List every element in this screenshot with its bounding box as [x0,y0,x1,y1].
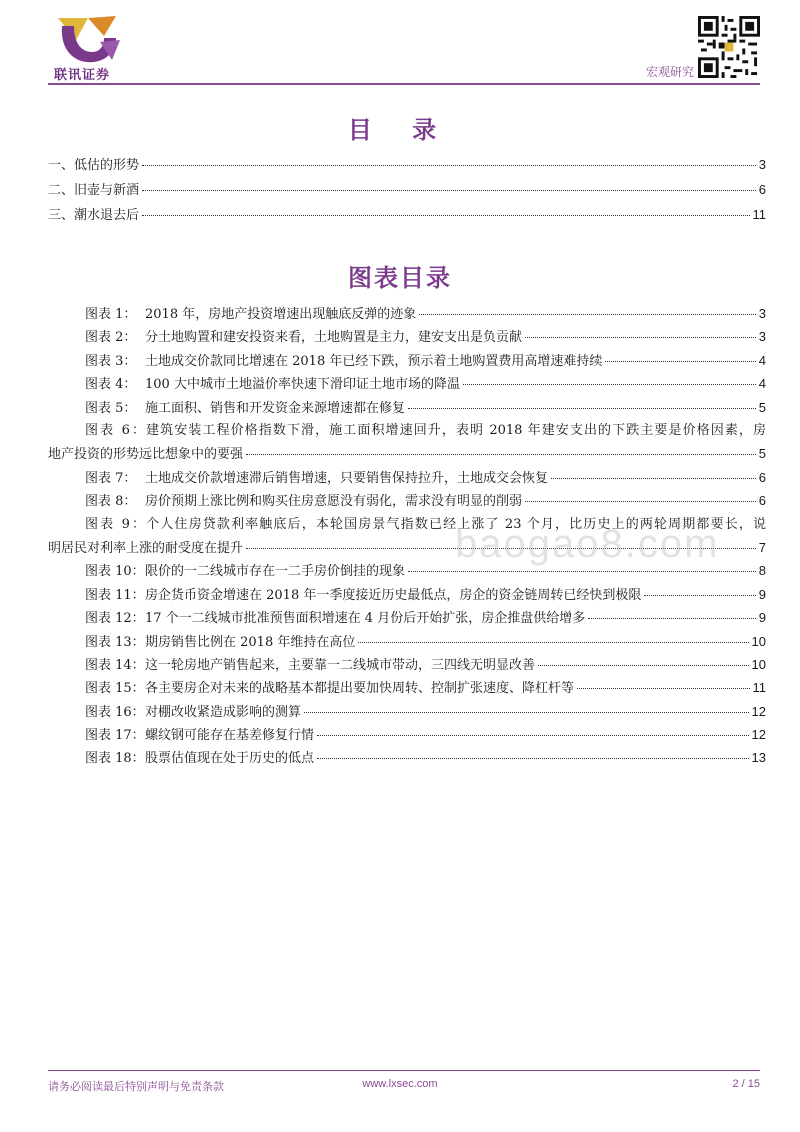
figure-label: 对棚改收紧造成影响的测算 [145,704,302,720]
footer-website[interactable]: www.lxsec.com [362,1078,438,1090]
figure-label-continued: 明居民对利率上涨的耐受度在提升 [48,540,244,556]
figure-number: 图表 8： [85,494,137,510]
figure-number: 图表 2： [85,330,137,346]
figure-page: 3 [758,329,766,345]
dot-leader [525,337,756,338]
toc-item[interactable] [48,157,766,182]
figure-number: 图表 1： [85,307,137,322]
toc-title: 目 录 [347,115,453,144]
figure-number: 图表 5： [85,400,137,416]
dot-leader [577,688,749,689]
figure-page: 7 [758,539,766,555]
figure-label: 施工面积、销售和开发资金来源增速都在修复 [145,400,406,416]
figure-number: 图表 16： [85,704,145,720]
dot-leader [317,758,749,759]
toc-item-page: 3 [758,157,766,172]
dot-leader [304,712,749,713]
figure-list-item[interactable] [48,419,766,466]
figure-label: 17 个一二线城市批准预售面积增速在 4 月份后开始扩张，房企推盘供给增多 [145,611,586,627]
dot-leader [538,665,749,666]
toc-item-page: 11 [752,207,766,222]
figure-page: 4 [758,352,766,368]
header-divider [48,83,760,85]
figure-page: 3 [758,306,766,321]
toc-item-page: 6 [758,182,766,197]
qr-code-icon [698,16,760,78]
figure-number: 图表 14： [85,657,145,673]
figure-number: 图表 13： [85,634,145,650]
figure-label: 土地成交价款同比增速在 2018 年已经下跌，预示着土地购置费用高增速难持续 [145,353,603,369]
figure-page: 11 [752,680,766,696]
figure-list-item[interactable] [48,700,766,723]
figure-label: 螺纹钢可能存在基差修复行情 [145,728,315,744]
figure-list-item[interactable] [48,653,766,676]
figure-label: 这一轮房地产销售起来，主要靠一二线城市带动，三四线无明显改善 [145,657,536,673]
dot-leader [142,215,749,216]
figure-list-item[interactable] [48,723,766,746]
figure-page: 12 [751,703,766,719]
figure-list-item[interactable] [48,466,766,489]
figure-list-item[interactable] [48,349,766,372]
figure-label: 建筑安装工程价格指数下滑，施工面积增速回升，表明 2018 年建安支出的下跌主要是价格因素，房 [145,422,766,438]
dot-leader [644,595,755,596]
figure-number: 图表 15： [85,681,145,697]
figure-page: 8 [758,563,766,579]
figure-list-item[interactable] [48,583,766,606]
figure-number: 图表 17： [85,728,145,744]
figure-page: 9 [758,586,766,602]
toc-item-label: 一、低估的形势 [48,158,140,173]
figure-page: 6 [758,493,766,509]
dot-leader [463,384,756,385]
figure-number: 图表 9： [85,516,145,532]
figure-number: 图表 4： [85,377,137,393]
figure-label: 限价的一二线城市存在一二手房价倒挂的现象 [145,564,406,580]
logo-text: 联讯证券 [54,68,111,83]
dot-leader [605,361,755,362]
figure-label: 100 大中城市土地溢价率快速下滑印证土地市场的降温 [145,377,460,393]
figure-label-continued: 地产投资的形势远比想象中的要强 [48,447,244,463]
figure-list-item[interactable] [48,302,766,325]
figure-page: 6 [758,469,766,485]
section-label: 宏观研究 [645,65,694,79]
figure-page: 5 [758,399,766,415]
figure-page: 9 [758,610,766,626]
dot-leader [551,478,756,479]
figure-page: 13 [751,750,766,766]
toc-item-label: 三、潮水退去后 [48,208,140,223]
figure-number: 图表 3： [85,353,137,369]
dot-leader [358,642,748,643]
dot-leader [525,501,756,502]
figure-list-item[interactable] [48,746,766,769]
footer-disclaimer: 请务必阅读最后特别声明与免责条款 [48,1080,224,1093]
figure-page: 10 [751,633,766,649]
toc-item[interactable] [48,207,766,232]
toc-item-label: 二、旧壶与新酒 [48,183,140,198]
figure-list-item[interactable] [48,372,766,395]
figure-list-item[interactable] [48,606,766,629]
figure-label: 2018 年，房地产投资增速出现触底反弹的迹象 [145,307,417,322]
figure-list-item[interactable] [48,489,766,512]
footer-page-number: 2 / 15 [732,1078,760,1090]
figure-label: 个人住房贷款利率触底后，本轮国房景气指数已经上涨了 23 个月，比历史上的两轮周期都要长，说 [145,516,766,532]
figure-page: 12 [751,727,766,743]
dot-leader [588,618,756,619]
table-of-contents [48,157,766,232]
figure-number: 图表 6： [85,422,145,438]
figure-label: 股票估值现在处于历史的低点 [145,751,315,767]
dot-leader [142,190,756,191]
figure-page: 5 [758,446,766,462]
figure-number: 图表 7： [85,470,137,486]
dot-leader [246,454,756,455]
figure-label: 各主要房企对未来的战略基本都提出要加快周转、控制扩张速度、降杠杆等 [145,681,575,697]
figure-number: 图表 11： [85,587,145,603]
figure-label: 土地成交价款增速滞后销售增速，只要销售保持拉升，土地成交会恢复 [145,470,549,486]
figure-page: 4 [758,376,766,392]
figure-list-item[interactable] [48,630,766,653]
figure-number: 图表 10： [85,564,145,580]
dot-leader [408,408,756,409]
figure-list-title: 图表目录 [348,263,452,292]
figure-number: 图表 18： [85,751,145,767]
figure-label: 分土地购置和建安投资来看，土地购置是主力，建安支出是负贡献 [145,330,523,346]
figure-label: 房企货币资金增速在 2018 年一季度接近历史最低点，房企的资金链周转已经快到极限 [145,587,642,603]
figure-list-item[interactable] [48,676,766,699]
dot-leader [317,735,749,736]
figure-list-item[interactable] [48,396,766,419]
figure-page: 10 [751,656,766,672]
footer-divider [48,1070,760,1071]
toc-item[interactable] [48,182,766,207]
figure-label: 期房销售比例在 2018 年维持在高位 [145,634,356,650]
page-header [0,0,800,90]
watermark: baogao8.com [455,522,720,566]
figure-label: 房价预期上涨比例和购买住房意愿没有弱化，需求没有明显的削弱 [145,494,523,510]
figure-list-item[interactable] [48,325,766,348]
dot-leader [142,165,756,166]
dot-leader [419,314,756,315]
dot-leader [408,571,756,572]
figure-number: 图表 12： [85,611,145,627]
